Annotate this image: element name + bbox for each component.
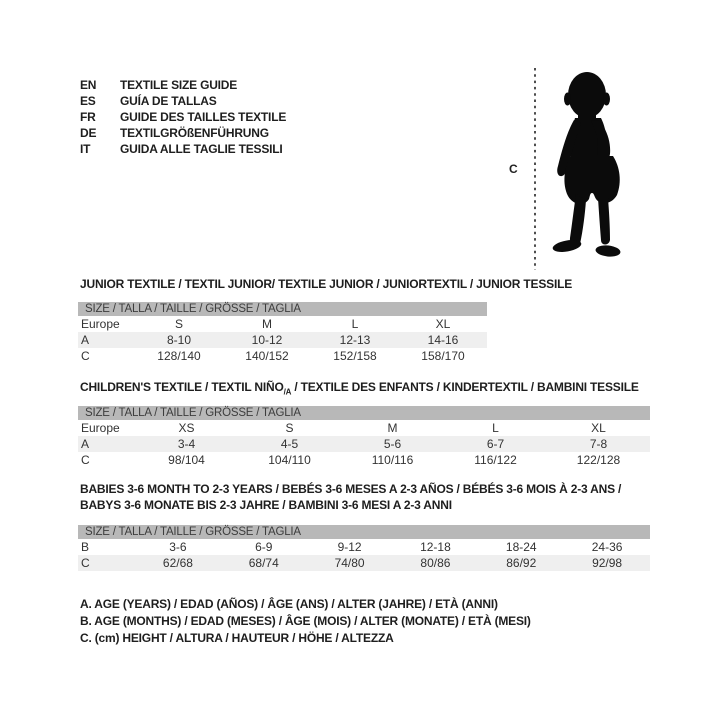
size-cell: 152/158 xyxy=(333,349,377,363)
height-dashed-line xyxy=(533,68,537,270)
size-cell: 86/92 xyxy=(506,556,537,570)
size-cell: 128/140 xyxy=(157,349,201,363)
size-cell: 98/104 xyxy=(168,453,205,467)
table-size-header: SIZE / TALLA / TAILLE / GRÖSSE / TAGLIA xyxy=(78,525,650,539)
size-cell: 110/116 xyxy=(371,453,414,467)
size-cell: 14-16 xyxy=(427,333,459,347)
size-cell: 116/122 xyxy=(474,453,517,467)
heading-line-1: BABIES 3-6 MONTH TO 2-3 YEARS / BEBÉS 3-6 MESES A 2-3 AÑOS / BÉBÉS 3-6 MOIS À 2-3 ANS / xyxy=(80,482,622,496)
size-cell: XS xyxy=(178,421,195,435)
height-label-c: C xyxy=(509,162,518,176)
row-label: C xyxy=(81,556,90,570)
table-row-europe xyxy=(78,316,487,332)
footnote-c: C. (cm) HEIGHT / ALTURA / HAUTEUR / HÖHE / ALTEZZA xyxy=(80,631,394,645)
size-cell: L xyxy=(351,317,359,331)
language-label: GUÍA DE TALLAS xyxy=(120,94,217,108)
size-table-babies xyxy=(78,525,650,571)
section-heading-children xyxy=(80,379,639,400)
language-code: ES xyxy=(80,94,96,108)
size-cell: 12-13 xyxy=(339,333,371,347)
row-label: A xyxy=(81,437,90,451)
size-cell: 10-12 xyxy=(251,333,283,347)
size-cell: S xyxy=(174,317,183,331)
heading-text: / TEXTILE DES ENFANTS / KINDERTEXTIL / BAMBINI TESSILE xyxy=(291,380,639,394)
size-cell: XL xyxy=(435,317,451,331)
language-label: GUIDA ALLE TAGLIE TESSILI xyxy=(120,142,283,156)
language-code: EN xyxy=(80,78,97,92)
size-cell: 104/110 xyxy=(268,453,311,467)
size-cell: 68/74 xyxy=(248,556,279,570)
language-label: GUIDE DES TAILLES TEXTILE xyxy=(120,110,287,124)
language-row-fr xyxy=(80,109,286,125)
table-row-age xyxy=(78,332,487,348)
language-row-it xyxy=(80,141,286,157)
footnote-legend xyxy=(80,596,531,647)
size-cell: 3-6 xyxy=(169,540,187,554)
height-figure xyxy=(505,66,655,276)
size-cell: 6-7 xyxy=(486,437,505,451)
language-list xyxy=(80,77,286,157)
size-cell: 18-24 xyxy=(505,540,537,554)
size-cell: 7-8 xyxy=(589,437,608,451)
toddler-silhouette-icon xyxy=(543,67,633,269)
size-cell: 122/128 xyxy=(576,453,621,467)
size-cell: 80/86 xyxy=(420,556,451,570)
size-cell: 158/170 xyxy=(421,349,465,363)
table-row-age xyxy=(78,436,650,452)
row-label: C xyxy=(81,453,90,467)
size-cell: L xyxy=(492,421,499,435)
row-label: Europe xyxy=(81,421,120,435)
size-cell: S xyxy=(285,421,294,435)
size-cell: 24-36 xyxy=(591,540,623,554)
table-row-height xyxy=(78,452,650,468)
table-size-header: SIZE / TALLA / TAILLE / GRÖSSE / TAGLIA xyxy=(78,406,650,420)
footnote-a: A. AGE (YEARS) / EDAD (AÑOS) / ÂGE (ANS) / ALTER (JAHRE) / ETÀ (ANNI) xyxy=(80,597,498,611)
language-row-de xyxy=(80,125,286,141)
size-cell: 8-10 xyxy=(166,333,192,347)
row-label: C xyxy=(81,349,90,363)
language-code: FR xyxy=(80,110,96,124)
size-cell: 3-4 xyxy=(177,437,196,451)
table-row-months xyxy=(78,539,650,555)
language-label: TEXTILGRÖßENFÜHRUNG xyxy=(120,126,269,140)
table-row-height xyxy=(78,555,650,571)
heading-text: CHILDREN'S TEXTILE / TEXTIL NIÑO xyxy=(80,380,284,394)
section-heading-junior: JUNIOR TEXTILE / TEXTIL JUNIOR/ TEXTILE JUNIOR / JUNIORTEXTIL / JUNIOR TESSILE xyxy=(80,277,573,291)
size-cell: 62/68 xyxy=(162,556,193,570)
size-cell: M xyxy=(387,421,398,435)
size-cell: 5-6 xyxy=(383,437,402,451)
language-code: DE xyxy=(80,126,97,140)
language-row-es xyxy=(80,93,286,109)
size-cell: XL xyxy=(591,421,606,435)
row-label: Europe xyxy=(81,317,120,331)
size-cell: 9-12 xyxy=(337,540,362,554)
row-label: B xyxy=(81,540,90,554)
section-heading-babies xyxy=(80,481,621,513)
size-cell: 92/98 xyxy=(592,556,623,570)
size-cell: 140/152 xyxy=(245,349,289,363)
language-code: IT xyxy=(80,142,91,156)
row-label: A xyxy=(81,333,90,347)
heading-line-2: BABYS 3-6 MONATE BIS 2-3 JAHRE / BAMBINI 3-6 MESI A 2-3 ANNI xyxy=(80,498,452,512)
size-cell: 4-5 xyxy=(280,437,299,451)
table-row-height xyxy=(78,348,487,364)
size-cell: 6-9 xyxy=(255,540,273,554)
footnote-b: B. AGE (MONTHS) / EDAD (MESES) / ÂGE (MOIS) / ALTER (MONATE) / ETÀ (MESI) xyxy=(80,614,531,628)
size-cell: M xyxy=(262,317,272,331)
language-row-en xyxy=(80,77,286,93)
size-cell: 74/80 xyxy=(334,556,365,570)
language-label: TEXTILE SIZE GUIDE xyxy=(120,78,238,92)
size-table-junior xyxy=(78,302,487,364)
heading-subscript: /A xyxy=(283,387,292,397)
table-size-header: SIZE / TALLA / TAILLE / GRÖSSE / TAGLIA xyxy=(78,302,487,316)
table-row-europe xyxy=(78,420,650,436)
size-table-children xyxy=(78,406,650,468)
size-cell: 12-18 xyxy=(420,540,451,554)
